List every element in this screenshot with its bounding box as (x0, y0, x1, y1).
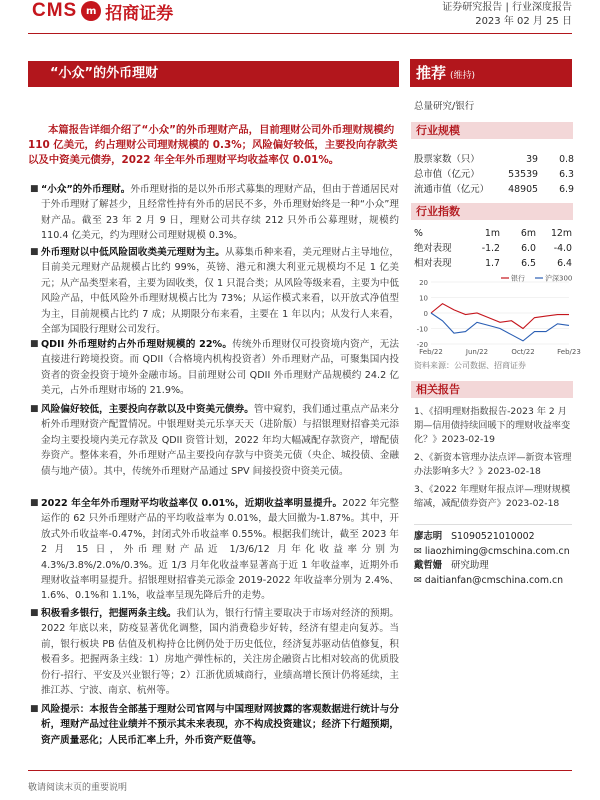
analyst-block (414, 530, 570, 588)
cell: -1.2 (481, 243, 500, 254)
x-tick-label: Feb/23 (557, 348, 581, 356)
bullet-bold: 2022 年全年外币理财平均收益率仅 0.01%，近期收益率明显提升。 (41, 498, 343, 509)
footer-divider (28, 770, 572, 771)
industry-scale-title: 行业规模 (411, 122, 573, 139)
legend-label: 银行 (511, 274, 525, 283)
table-row (414, 241, 574, 256)
y-tick-label: -20 (416, 341, 428, 349)
cell: 1m (484, 228, 500, 239)
bullet-text: 我们认为，银行行情主要取决于市场对经济的预期。2022 年底以来，防疫显著优化调整，国内消费稳步好转，经济有望走向复苏。当前，银行板块 PB 估值及机构持仓比例仍处于历史低位，经济复苏驱动估值修复，积极看多。把握两条主线：1）房地产弹性标的，关注房企融资占比相对较高的优质股份行-招行、平安及兴业银行等；2）江浙优质城商行，业绩高增长预计仍将延续，主推江苏、宁波、南京、杭州等。 (41, 608, 400, 697)
bullet-mark-icon: ■ (30, 339, 39, 349)
cell: 48905 (508, 184, 538, 195)
email-icon: ✉ (414, 545, 425, 557)
footer-note: 敬请阅读末页的重要说明 (28, 783, 128, 793)
bullet-text: 本报告全部基于理财公司官网与中国理财网披露的客观数据进行统计与分析，理财产品过往业绩并不预示其未来表现，亦不构成投资建议；经济下行超预期，资产质量恶化；人民币汇率上升，外币资产贬值等。 (41, 704, 399, 746)
logo-en: CMS (32, 0, 78, 21)
bullet-text: 2022 年完整运作的 62 只外币理财产品的平均收益率为 0.01%，最大回撤为-1.87%。其中，开放式外币收益率-0.47%，封闭式外币收益率 0.55%。根据我们统计，截至 2023 年 2 月 15 日，外币理财产品近 1/3/6/12 月年化收益率分别为 4.3%/3.8%/2.0%/0.3%。近 1/3 月年化收益率显著高于近 1 年收益率，近期外币理财收益率明显提升。招银理财招睿美元添金 2019-2022 年收益率分别为 2.4%、1.6%、0.1%和 1.1%，收益率呈现先降后升的走势。 (41, 498, 399, 602)
table-row (414, 182, 574, 197)
cell: 6.9 (559, 184, 574, 195)
rating-label: 推荐 (416, 64, 447, 82)
cell: % (414, 228, 423, 239)
cell: -4.0 (553, 243, 572, 254)
logo-badge: m (81, 1, 101, 21)
cell: 6.3 (559, 169, 574, 180)
bullet-bold: 积极看多银行，把握两条主线。 (41, 608, 177, 619)
analyst-id: 研究助理 (451, 560, 489, 571)
analyst-id: S1090521010002 (451, 531, 535, 542)
logo-cn: 招商证券 (105, 3, 174, 24)
legend-label: 沪深300 (545, 274, 573, 283)
y-tick-label: 10 (419, 294, 428, 303)
x-tick-label: Oct/22 (511, 348, 535, 356)
bullet-mark-icon: ■ (30, 498, 39, 508)
related-list (414, 405, 574, 515)
bullet-bold: 外币理财以中低风险固收类美元理财为主。 (41, 247, 225, 258)
index-perf-title: 行业指数 (411, 203, 573, 220)
cell: 6.4 (557, 258, 572, 269)
bullet-7 (30, 702, 399, 748)
analyst-name: 廖志明 (414, 531, 443, 542)
report-type: 证券研究报告 | 行业深度报告 (442, 2, 572, 13)
cell: 0.8 (559, 154, 574, 165)
bullet-2 (30, 245, 399, 337)
x-tick-label: Jun/22 (465, 348, 489, 356)
table-header (414, 226, 574, 241)
analyst-divider (414, 524, 572, 525)
bullet-bold: 风险偏好较低，主要投向存款以及中资美元债券。 (41, 404, 254, 415)
y-tick-label: -10 (416, 325, 428, 334)
analyst-email[interactable]: daitianfan@cmschina.com.cn (424, 574, 564, 586)
email-icon: ✉ (414, 574, 425, 586)
cell: 6.0 (521, 243, 536, 254)
table-row (414, 256, 574, 271)
bullet-text: 管中窥豹，我们通过重点产品来分析外币理财资产配置情况。中银理财美元乐享天天（进阶版）与招银理财招睿美元添金均主要投境内美元存款及 QDII 资管计划，2022 年均大幅减配存款资产，增配债券资产。整体来看，外币理财产品主要投向存款与中资美元债（央企、城投债、金融债与地产债）。其中，传统外币理财产品通过 SPV 间接投资中资美元债。 (41, 404, 400, 477)
bullet-bold: “小众”的外币理财。 (41, 184, 131, 195)
bullet-text: 外币理财指的是以外币形式募集的理财产品，但由于普通居民对于外币理财了解甚少，且经常性持有外币的居民不多，外币理财始终是一种“小众”理财产品。截至 23 年 2 月 9 日，理财公司共存续 212 只外币公募理财，规模约 110.4 亿美元，约为理财公司理财规模 0.3%。 (41, 184, 399, 242)
cell: 6m (520, 228, 536, 239)
series-line-1 (431, 313, 569, 341)
table-row (414, 152, 574, 167)
related-item[interactable]: 3、《2022 年理财年报点评—理财规模缩减，减配债券资产》2023-02-18 (414, 484, 571, 509)
category: 总量研究/银行 (414, 101, 475, 112)
table-row (414, 167, 574, 182)
rating-sub: (维持) (450, 71, 476, 81)
cell: 相对表现 (414, 258, 452, 269)
cell: 39 (526, 154, 538, 165)
bullet-mark-icon: ■ (30, 704, 39, 714)
company-logo (32, 0, 173, 22)
lead-summary: 本篇报告详细介绍了“小众”的外币理财产品，目前理财公司外币理财规模约110 亿美元，约占理财公司理财规模的 0.3%；风险偏好较低，主要投向存款类以及中资美元债券，2022 年全年外币理财平均收益率仅 0.01%。 (28, 124, 398, 166)
bullet-text: 从募集币种来看，美元理财占主导地位，目前美元理财产品规模占比约 99%，英镑、港元和澳大利亚元规模均不足 1 亿美元；从产品类型来看，主要为固收类，仅 1 只混合类；从风险等级来看，主要为中低风险产品，中低风险外币理财规模占比为 73%；从运作模式来看，以开放式净值型为主，目前规模占比约 7 成；从期限分布来看，主要在 1 年以内；从发行人来看，全部为国股行理财公司发行。 (41, 247, 400, 336)
index-perf-table (414, 226, 574, 271)
analyst-email[interactable]: liaozhiming@cmschina.com.cn (424, 545, 570, 557)
cell: 1.7 (485, 258, 500, 269)
cell: 股票家数（只） (414, 154, 480, 165)
report-title: “小众”的外币理财 (28, 61, 399, 87)
bullet-mark-icon: ■ (30, 608, 39, 618)
industry-scale-table (414, 152, 574, 197)
series-line-0 (431, 304, 569, 329)
bullet-1 (30, 182, 399, 244)
report-header (442, 1, 572, 29)
cell: 6.5 (521, 258, 536, 269)
related-title: 相关报告 (411, 381, 573, 398)
analyst-name: 戴哲姗 (414, 560, 443, 571)
y-tick-label: 20 (419, 279, 428, 287)
cell: 12m (550, 228, 572, 239)
bullet-mark-icon: ■ (30, 184, 39, 194)
x-tick-label: Feb/22 (419, 348, 443, 356)
index-line-chart (411, 272, 581, 358)
bullet-mark-icon: ■ (30, 247, 39, 257)
related-item[interactable]: 1、《招明理财指数报告-2023 年 2 月期—信用债持续回暖下的理财收益率变化？》2023-02-19 (414, 406, 571, 445)
cell: 流通市值（亿元） (414, 184, 490, 195)
report-date: 2023 年 02 月 25 日 (475, 16, 572, 27)
bullet-text: 传统外币理财仅可投资境内资产，无法直接进行跨境投资。而 QDII（合格境内机构投资者）外币理财产品，可聚集国内投资者的资金投资于境外金融市场。目前理财公司 QDII 外币理财产品规模约 24.2 亿美元，占外币理财市场的 21.9%。 (41, 339, 400, 397)
related-item[interactable]: 2、《新资本管理办法点评—新资本管理办法影响多大？》2023-02-18 (414, 452, 572, 477)
cell: 绝对表现 (414, 243, 452, 254)
header-divider (28, 33, 572, 34)
bullet-5 (30, 496, 399, 604)
rating-box (410, 59, 572, 87)
bullet-3 (30, 337, 399, 399)
cell: 53539 (508, 169, 538, 180)
bullet-4 (30, 402, 399, 479)
bullet-6 (30, 606, 399, 698)
chart-source: 资料来源：公司数据、招商证券 (414, 361, 526, 370)
bullet-bold: QDII 外币理财约占外币理财规模的 22%。 (41, 339, 233, 350)
bullet-mark-icon: ■ (30, 404, 39, 414)
bullet-bold: 风险提示： (41, 704, 90, 715)
y-tick-label: 0 (423, 310, 428, 318)
cell: 总市值（亿元） (414, 169, 480, 180)
